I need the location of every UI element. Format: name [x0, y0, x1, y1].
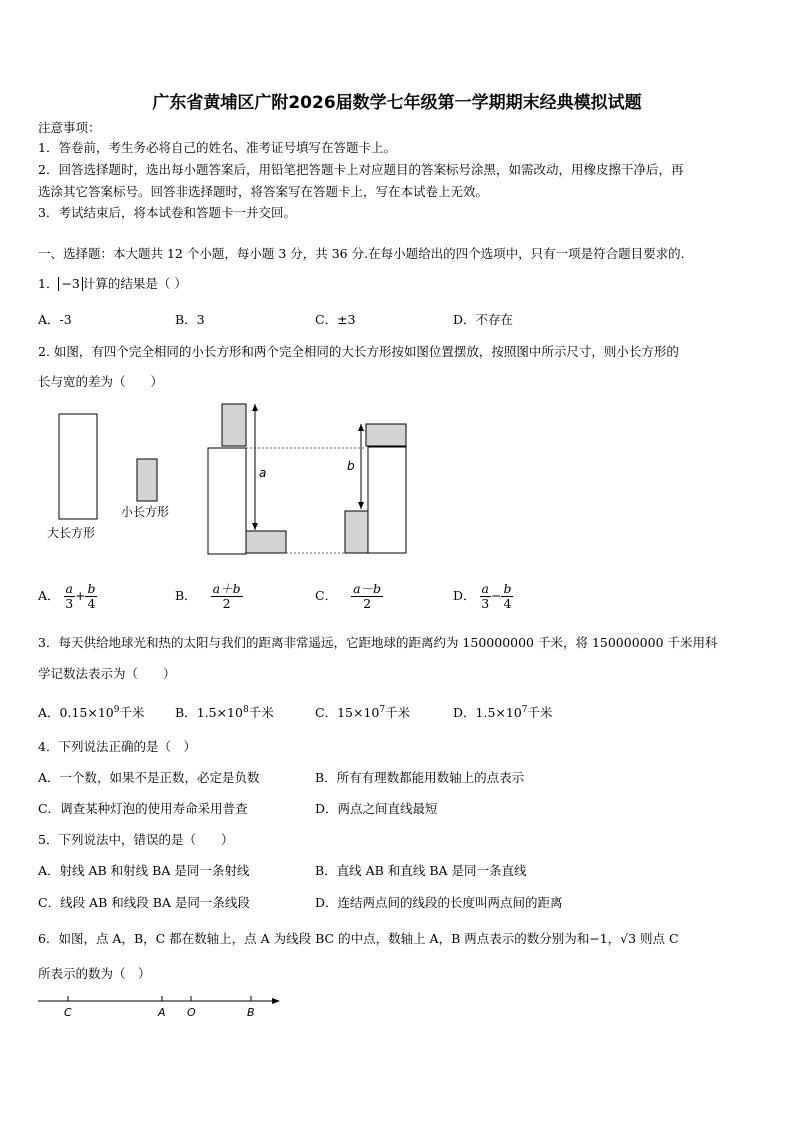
q6-stem-line-1: 6．如图，点 A，B，C 都在数轴上，点 A 为线段 BC 的中点，数轴上 A，B 两点表示的数分别为和−1，√3 则点 C [38, 931, 679, 946]
q3-option-c: C．$15\times 10^7$千米 [315, 705, 411, 721]
q2-option-c: C． $\frac{a-b}{2}$ [315, 581, 382, 611]
q2-option-a: A． $\frac{a}{3}$ + $\frac{b}{4}$ [38, 581, 96, 611]
q2-stem-line-2: 长与宽的差为（ ） [38, 374, 164, 389]
notes-heading: 注意事项： [38, 120, 101, 135]
notes-item-1: 1．答卷前，考生务必将自己的姓名、准考证号填写在答题卡上。 [38, 140, 396, 155]
q3-stem-line-1: 3．每天供给地球光和热的太阳与我们的距离非常遥远，它距地球的距离约为 150000000 千米，将 150000000 千米用科 [38, 635, 718, 650]
q4-option-a: A．一个数，如果不是正数，必定是负数 [38, 770, 260, 785]
left-big-rect [208, 448, 246, 554]
section-1-heading: 一、选择题：本大题共 12 个小题，每小题 3 分，共 36 分.在每小题给出的四个选项中，只有一项是符合题目要求的. [38, 246, 685, 261]
right-bottom-small-rect [345, 511, 368, 553]
q1-option-b: B．3 [175, 312, 205, 327]
q5-stem: 5．下列说法中，错误的是（ ） [38, 832, 234, 847]
q6-stem-line-2: 所表示的数为（ ） [38, 966, 151, 981]
point-b-label: B [247, 1006, 255, 1019]
big-rectangle-sample [59, 414, 97, 519]
q1-stem: 计算的结果是（ ） [82, 276, 187, 291]
q5-option-b: B．直线 AB 和直线 BA 是同一条直线 [315, 863, 527, 878]
q1-option-d: D．不存在 [453, 312, 514, 327]
notes-item-2-cont: 选涂其它答案标号。回答非选择题时，将答案写在答题卡上，写在本试卷上无效。 [38, 184, 489, 199]
q5-option-d: D．连结两点间的线段的长度叫两点间的距离 [315, 895, 563, 910]
q2-option-b: B． $\frac{a+b}{2}$ [175, 581, 241, 611]
q3-option-a: A．$0.15\times 10^9$千米 [38, 705, 145, 721]
q5-option-a: A．射线 AB 和射线 BA 是同一条射线 [38, 863, 250, 878]
q5-option-c: C．线段 AB 和线段 BA 是同一条线段 [38, 895, 250, 910]
label-b: b [347, 459, 355, 473]
label-a: a [259, 466, 267, 480]
q3-option-b: B．$1.5\times 10^8$千米 [175, 705, 274, 721]
q1-option-a: A．-3 [38, 312, 72, 327]
q3-option-d: D．$1.5\times 10^7$千米 [453, 705, 553, 721]
q1-absolute-value: −3 [58, 277, 82, 291]
page-title: 广东省黄埔区广附2026届数学七年级第一学期期末经典模拟试题 [152, 93, 642, 113]
question-1 [38, 276, 187, 292]
q4-option-d: D．两点之间直线最短 [315, 801, 438, 816]
right-top-small-rect [366, 424, 406, 446]
q4-option-b: B．所有有理数都能用数轴上的点表示 [315, 770, 525, 785]
q4-option-c: C．调查某种灯泡的使用寿命采用普查 [38, 801, 248, 816]
q2-stem-line-1: 2. 如图，有四个完全相同的小长方形和两个完全相同的大长方形按如图位置摆放，按照图中所示尺寸，则小长方形的 [38, 344, 679, 359]
q2-option-d: D． $\frac{a}{3}$ − $\frac{b}{4}$ [453, 581, 512, 611]
point-a-label: A [158, 1006, 166, 1019]
notes-item-2: 2．回答选择题时，选出每小题答案后，用铅笔把答题卡上对应题目的答案标号涂黑，如需改动，用橡皮擦干净后，再 [38, 162, 684, 177]
left-top-small-rect [222, 404, 246, 446]
q1-option-c: C．±3 [315, 312, 356, 327]
point-o-label: O [187, 1006, 196, 1019]
left-bottom-small-rect [246, 531, 286, 553]
q3-stem-line-2: 学记数法表示为（ ） [38, 666, 176, 681]
right-big-rect [368, 447, 406, 553]
q4-stem: 4．下列说法正确的是（ ） [38, 739, 196, 754]
q6-number-line [0, 990, 794, 1030]
q1-number: 1． [38, 276, 59, 291]
notes-item-3: 3．考试结束后，将本试卷和答题卡一并交回。 [38, 205, 296, 220]
small-rectangle-label: 小长方形 [121, 505, 170, 519]
point-c-label: C [64, 1006, 72, 1019]
big-rectangle-label: 大长方形 [47, 526, 96, 540]
small-rectangle-sample [137, 459, 157, 501]
q2-figure [0, 395, 794, 565]
